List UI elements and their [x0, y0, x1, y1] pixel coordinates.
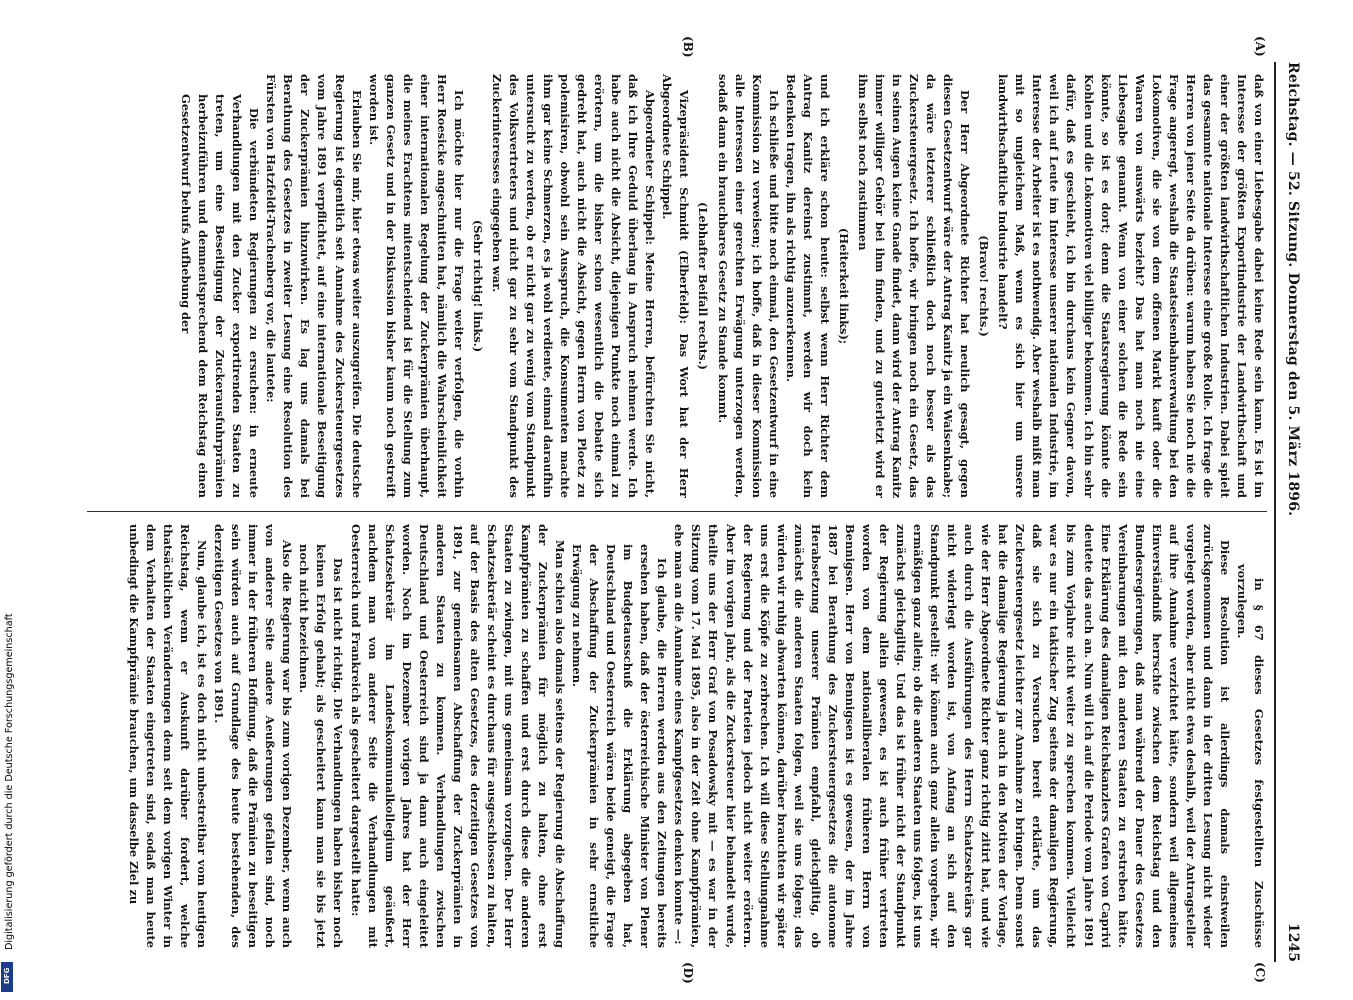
- rotated-page: [63, 36, 1303, 984]
- interjection: (Sehr richtig! links.): [470, 219, 485, 353]
- dfg-logo: [1, 962, 13, 992]
- paragraph: Nun, glaube ich, ist es doch nicht unbestreitbar vom heutigen Reichstag, wenn er Auskunft darüber fordert, welche thatsächlichen Veränderungen denn seit dem vorigen Winter in dem Verhalten der Staaten eingetreten sind, sodaß man heute unbedingt die Kampfprämie brauchen, um dasselbe Ziel zu: [126, 524, 210, 948]
- paragraph: Ich möchte hier nur die Frage weiter verfolgen, die vorhin Herr Roesicke angeschnitten hat, nämlich die Wahrscheinlichkeit einer internationalen Regelung der Zuckerprämien überhaupt, die meines Erachtens mitentscheidend ist für die Stellung zum ganzen Gesetz und in der Diskussion bisher kaum noch gestreift worden ist.: [366, 74, 466, 498]
- speaker-paragraph: Abgeordneter Schippel: Meine Herren, befürchten Sie nicht, daß ich Ihre Geduld überlang in Anspruch nehmen werde. Ich habe auch nicht die Absicht, diejenigen Punkte noch einmal zu erörtern, um die bisher schon wesentlich die Debatte sich gedreht hat, auch nicht die Absicht, gegen Herrn von Ploetz zu polemisiren, obwohl sein Ausspruch, die Konsumenten machte ihm gar keine Schmerzen, es ja wohl verdiente, einmal daraufhin untersucht zu werden, ob er nicht gar zu wenig vom Standpunkt des Volksvertreters und nicht gar zu sehr vom Standpunkt des Zuckerinteresses eingegeben war.: [489, 74, 658, 498]
- column-divider: [87, 511, 1267, 512]
- interjection: (Heiterkeit links);: [836, 227, 851, 345]
- paragraph: Erlauben Sie mir, hier etwas weiter auszugreifen. Die deutsche Regierung ist eigentlich seit Annahme des Zuckersteuergesetzes vom Jahre 1891 verpflichtet, auf eine internationale Beseitigung der Zuckerprämien hinzuwirken. Es lag uns damals bei Berathung des Gesetzes in zweiter Lesung eine Resolution des Fürsten von Hatzfeldt-Trachenberg vor, die lautete:: [264, 74, 364, 498]
- quoted-resolution: Die verbündeten Regierungen zu ersuchen: in erneute Verhandlungen mit den Zucker exportirenden Staaten zu treten, um eine Beseitigung der Zuckerausfuhrprämien herbeizuführen und demnentsprechend dem Reichstag einen Gesetzentwurf behufs Aufhebung der: [179, 94, 262, 498]
- digitization-credit: [4, 0, 18, 1000]
- dfg-logo-text: DFG: [3, 967, 11, 984]
- speaker-paragraph: Vizepräsident Schmidt (Elberfeld): Das Wort hat der Herr Abgeordnete Schippel.: [660, 74, 692, 498]
- page-number: 1245: [1285, 923, 1301, 962]
- text-column-right: [97, 524, 1267, 948]
- interjection: (Lebhafter Beifall rechts.): [696, 202, 711, 370]
- credit-text: Digitalisierung gefördert durch die Deutsche Forschungsgemeinschaft: [4, 613, 15, 950]
- paragraph: Der Herr Abgeordnete Richter hat neulich gesagt, gegen diesen Gesetzentwurf wäre der Antrag Kanitz ja ein Waisenknabe; da wäre letzterer schließlich doch noch besser als das Zuckersteuergesetz. Ich hoffe, wir bringen noch ein Gesetz, das in seinen Augen keine Gnade findet, dann wird der Antrag Kanitz immer williger Gehör bei ihm finden, und zu guterletzt wird er ihm selbst noch zustimmen: [855, 74, 973, 498]
- quoted-resolution-continued: in § 67 dieses Gesetzes festgestellten Zuschüsse vorzulegen.: [1234, 564, 1266, 948]
- paragraph: daß von einer Liebesgabe dabei keine Rede sein kann. Es ist im Interesse der größten Exportindustrie der Landwirthschaft und einer der größten landwirthschaftlichen Industrien. Dabei spielt das gesammte nationale Interesse eine große Rolle. Ich frage die Herren von jener Seite da drüben: warum haben Sie noch nie die Frage angeregt, weshalb die Staatseisenbahnverwaltung bei den Lokomotiven, die sie von dem offenen Markt kauft oder die Waaren von auswärts bezieht? Das hat man noch nie eine Liebesgabe genannt. Wenn von einer solchen die Rede sein könnte, so ist es dort; denn die Staatsregierung könnte die Kohlen und die Lokomotiven viel billiger bekommen. Ich bin sehr dafür, daß es geschieht, ich bin durchaus kein Gegner davon, weil ich auf Leute im Interesse unserer nationalen Industrie, im Interesse der Arbeiter ist es nothwendig. Aber weshalb mißt man mit so ungleichem Maß, wenn es sich hier um unsere landwirthschaftliche Industrie handelt?: [996, 74, 1266, 498]
- paragraph: und ich erkläre schon heute: selbst wenn Herr Richter dem Antrag Kanitz dereinst zustimmt, werden wir doch kein Bedenken tragen, ihn als richtig anzuerkennen.: [783, 74, 832, 498]
- margin-marker-d: (D): [681, 962, 695, 984]
- margin-marker-a: (A): [1253, 36, 1267, 57]
- text-column-left: [97, 74, 1267, 498]
- running-header: [1275, 62, 1303, 962]
- paragraph: Diese Resolution ist allerdings damals einstweilen zurückgenommen und dann in der dritten Lesung nicht wieder vorgelegt worden, aber nicht etwa deshalb, weil der Antragsteller auf ihre Annahme verzichtet hätte, sondern weil allgemeines Einverständniß herrschte zwischen dem Reichstag und den Bundesregierungen, daß man während der Dauer des Gesetzes Vereinbarungen mit den anderen Staaten zu erstreben hätte. Eine Erklärung des damaligen Reichskanzlers Grafen von Caprivi deutete das auch an. Nun will ich auf die Periode vom Jahre 1891 bis zum Vorjahre nicht weiter zu sprechen kommen. Vielleicht war es nur ein taktischer Zug seitens der damaligen Regierung, daß sie sich zu Versuchen bereit erklärte, um das Zuckersteuergesetz leichter zur Annahme zu bringen. Denn sonst hat die damalige Regierung ja auch in den Motiven der Vorlage, wie der Herr Abgeordnete Richter ganz richtig zitirt hat, und wie auch durch die Ausführungen des Herrn Schatzsekretärs gar nicht widerlegt worden ist, von Anfang an sich auf den Standpunkt gestellt: wir können auch ganz allein vorgehen, wir ermäßigen ganz allein; ob die anderen Staaten uns folgen, ist uns zunächst gleichgiltig. Und das ist früher nicht der Standpunkt der Regierung allein gewesen, es ist auch früher vertreten worden von dem nationalliberalen früheren Herrn von Bennigsen. Herr von Bennigsen ist es gewesen, der im Jahre 1887 bei Berathung des Zuckersteuergesetzes die autonome Herabsetzung unserer Prämien empfahl, gleichgiltig, ob zunächst die anderen Staaten folgen, weil sie uns folgen; das würden wir ruhig abwarten können, darüber brauchten wir später uns erst die Köpfe zu zerbrechen. Ich will diese Stellungnahme der Regierung und der Parteien jedoch nicht weiter erörtern. Aber im vorigen Jahr, als die Zuckersteuer hier behandelt wurde, theilte uns der Herr Graf von Posadowsky mit — es war in der Sitzung vom 17. Mai 1895, also in der Zeit ohne Kampfprämien, ehe man an die Annahme eines Kampfgesetzes denken konnte —:: [672, 524, 1232, 948]
- paragraph: Man schien also damals seitens der Regierung die Abschaffung der Zuckerprämien für möglich zu halten, ohne erst Kampfprämien zu schaffen und erst durch diese die anderen Staaten zu zwingen, mit uns gemeinsam vorzugehen. Der Herr Schatzsekretär scheint es durchaus für ausgeschlossen zu halten, auf der Basis des alten Gesetzes, des derzeitigen Gesetzes von 1891, zur gemeinsamen Abschaffung der Zuckerprämien in anderen Staaten zu kommen. Verhandlungen zwischen Deutschland und Oesterreich sind ja dann auch eingeleitet worden. Noch im Dezember vorigen Jahres hat der Herr Schatzsekretär im Landeskommunalkollegium geäußert, nachdem man von anderer Seite die Verhandlungen mit Oesterreich und Frankreich als gescheitert dargestellt hatte:: [348, 524, 568, 948]
- margin-marker-c: (C): [1253, 962, 1267, 983]
- header-rule: [1274, 62, 1276, 962]
- quoted-statement: Das ist nicht richtig. Die Verhandlungen haben bisher noch keinen Erfolg gehabt; als gescheitert kann man sie bis jetzt noch nicht bezeichnen.: [297, 544, 346, 948]
- interjection: (Bravo! rechts.): [977, 235, 992, 337]
- quoted-statement: Ich glaube, die Herren werden aus den Zeitungen bereits ersehen haben, daß der österreichische Minister von Plener im Budgetausschuß die Erklärung abgegeben hat, Deutschland und Oesterreich wären beide geneigt, die Frage der Abschaffung der Zuckerprämien in sehr ernstliche Erwägung zu nehmen.: [570, 544, 670, 948]
- paragraph: Ich schließe und bitte noch einmal, den Gesetzentwurf in eine Kommission zu verweisen; ich hoffe, daß in dieser Kommission alle Interessen einer gerechten Erwägung unterzogen werden, sodaß dann ein brauchbares Gesetz zu Stande kommt.: [715, 74, 781, 498]
- margin-marker-b: (B): [681, 36, 695, 58]
- header-title: Reichstag. — 52. Sitzung. Donnerstag den 5. März 1896.: [1285, 62, 1301, 517]
- paragraph: Also die Regierung war bis zum vorigen Dezember, wenn auch von anderer Seite andere Aeußerungen gefallen sind, noch immer in der früheren Hoffnung, daß die Prämien zu beseitigen sein würden auch auf Grundlage des heute bestehenden, des derzeitigen Gesetzes von 1891.: [212, 524, 295, 948]
